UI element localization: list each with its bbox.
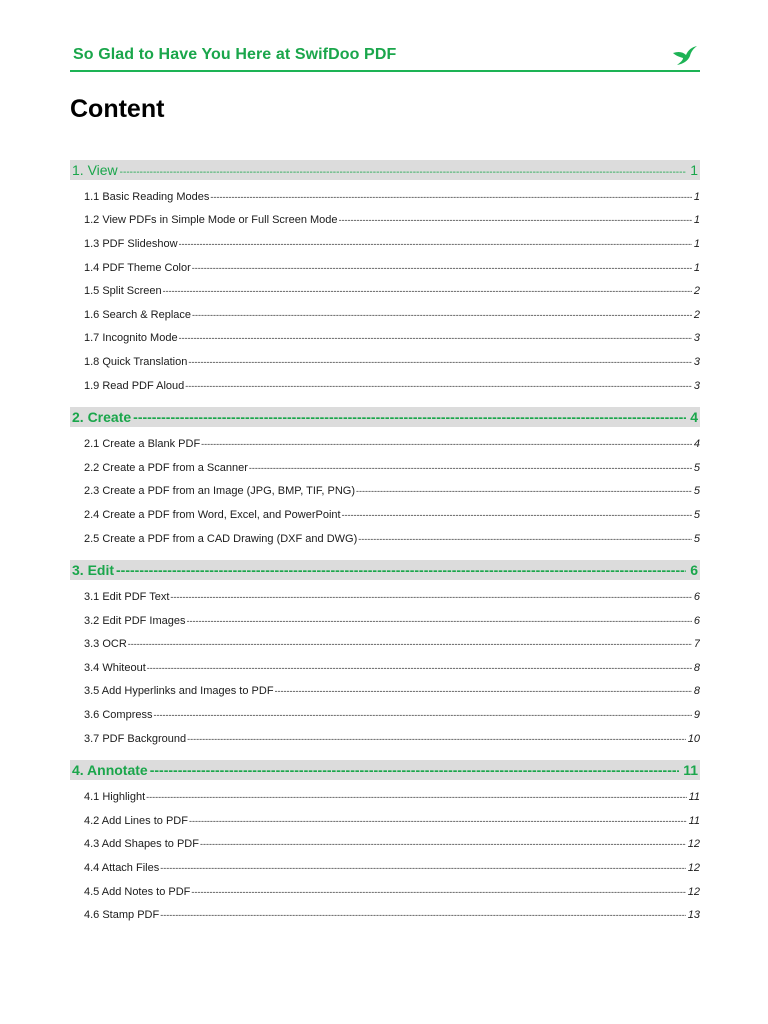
dot-leader xyxy=(358,534,692,544)
toc-item[interactable] xyxy=(70,374,700,398)
toc-item-page: 1 xyxy=(693,214,700,227)
toc-section-page: 4 xyxy=(690,409,698,426)
toc-item-title: 3.1 Edit PDF Text xyxy=(84,591,170,604)
toc-item-page: 7 xyxy=(693,638,700,651)
toc-section-title: 3. Edit xyxy=(72,562,115,579)
header-title: So Glad to Have You Here at SwifDoo PDF xyxy=(73,46,397,63)
toc-item[interactable] xyxy=(70,209,700,233)
toc-item[interactable] xyxy=(70,279,700,303)
toc-item[interactable] xyxy=(70,656,700,680)
dot-leader xyxy=(339,215,692,225)
toc-item-title: 3.3 OCR xyxy=(84,638,127,651)
toc-item-title: 2.4 Create a PDF from Word, Excel, and PowerPoint xyxy=(84,508,341,521)
dot-leader xyxy=(342,510,692,520)
toc-item-title: 3.5 Add Hyperlinks and Images to PDF xyxy=(84,685,274,698)
toc-item-page: 5 xyxy=(693,508,700,521)
toc-item-page: 13 xyxy=(687,909,700,922)
dot-leader xyxy=(170,592,691,602)
toc-item-title: 1.6 Search & Replace xyxy=(84,308,192,321)
dot-leader xyxy=(191,887,685,897)
toc-item-title: 4.4 Attach Files xyxy=(84,862,160,875)
toc-item[interactable] xyxy=(70,256,700,280)
toc-item-page: 6 xyxy=(693,614,700,627)
dot-leader xyxy=(249,463,692,473)
toc-item-page: 3 xyxy=(693,332,700,345)
toc-item-page: 4 xyxy=(693,438,700,451)
toc-item-title: 3.4 Whiteout xyxy=(84,661,146,674)
dot-leader xyxy=(188,357,692,367)
toc-item-page: 12 xyxy=(687,838,700,851)
toc-section-row[interactable] xyxy=(70,560,700,580)
dot-leader xyxy=(147,663,692,673)
dot-leader xyxy=(210,192,692,202)
dot-leader xyxy=(187,734,686,744)
toc-item-title: 3.6 Compress xyxy=(84,709,153,722)
toc-item-title: 2.5 Create a PDF from a CAD Drawing (DXF and DWG) xyxy=(84,532,358,545)
toc-item-title: 1.1 Basic Reading Modes xyxy=(84,190,210,203)
toc-item-title: 1.2 View PDFs in Simple Mode or Full Screen Mode xyxy=(84,214,338,227)
toc-item[interactable] xyxy=(70,833,700,857)
toc-section-page: 6 xyxy=(690,562,698,579)
toc-item[interactable] xyxy=(70,785,700,809)
toc-item-list xyxy=(70,180,700,407)
toc-section-page: 1 xyxy=(690,162,698,178)
dot-leader xyxy=(179,239,692,249)
toc-item-page: 1 xyxy=(693,237,700,250)
toc-item-title: 2.2 Create a PDF from a Scanner xyxy=(84,461,248,474)
toc-item[interactable] xyxy=(70,432,700,456)
toc-item-title: 4.5 Add Notes to PDF xyxy=(84,885,191,898)
toc-item-title: 1.3 PDF Slideshow xyxy=(84,237,178,250)
toc-section-row[interactable] xyxy=(70,160,700,180)
document-header xyxy=(70,40,700,72)
toc-section-title: 1. View xyxy=(72,162,118,178)
toc-item[interactable] xyxy=(70,703,700,727)
dot-leader xyxy=(146,792,686,802)
dot-leader xyxy=(160,863,686,873)
toc-item[interactable] xyxy=(70,350,700,374)
dot-leader xyxy=(189,816,687,826)
toc-item[interactable] xyxy=(70,727,700,751)
toc-item[interactable] xyxy=(70,503,700,527)
dot-leader xyxy=(192,263,692,273)
toc-item[interactable] xyxy=(70,903,700,927)
toc-item-page: 2 xyxy=(693,285,700,298)
toc-item-page: 12 xyxy=(687,885,700,898)
toc-item-title: 3.2 Edit PDF Images xyxy=(84,614,186,627)
toc-item-title: 4.2 Add Lines to PDF xyxy=(84,814,188,827)
toc-item[interactable] xyxy=(70,856,700,880)
toc-item-page: 1 xyxy=(693,190,700,203)
toc-item-title: 2.1 Create a Blank PDF xyxy=(84,438,201,451)
toc-item-title: 1.4 PDF Theme Color xyxy=(84,261,191,274)
dot-leader xyxy=(275,686,692,696)
toc-section-title: 4. Annotate xyxy=(72,762,148,779)
dot-leader xyxy=(201,439,692,449)
toc-item[interactable] xyxy=(70,456,700,480)
toc-item-page: 1 xyxy=(693,261,700,274)
toc-item-page: 12 xyxy=(687,862,700,875)
toc-item[interactable] xyxy=(70,633,700,657)
toc-item-page: 5 xyxy=(693,485,700,498)
dot-leader xyxy=(179,333,692,343)
toc-item-page: 6 xyxy=(693,591,700,604)
toc-item-title: 1.5 Split Screen xyxy=(84,285,162,298)
toc-item-page: 2 xyxy=(693,308,700,321)
toc-item-title: 3.7 PDF Background xyxy=(84,732,187,745)
toc-item-page: 11 xyxy=(688,814,700,827)
toc-item-page: 5 xyxy=(693,461,700,474)
swift-bird-logo-icon xyxy=(672,44,698,66)
toc-item-list xyxy=(70,780,700,937)
toc-item[interactable] xyxy=(70,232,700,256)
toc-item-title: 2.3 Create a PDF from an Image (JPG, BMP, TIF, PNG) xyxy=(84,485,356,498)
table-of-contents xyxy=(70,160,700,937)
toc-item[interactable] xyxy=(70,303,700,327)
toc-item[interactable] xyxy=(70,527,700,551)
toc-item-page: 8 xyxy=(693,685,700,698)
dot-leader xyxy=(120,162,687,178)
toc-item-title: 1.9 Read PDF Aloud xyxy=(84,379,185,392)
toc-item[interactable] xyxy=(70,585,700,609)
dot-leader xyxy=(200,839,686,849)
dot-leader xyxy=(133,409,686,425)
toc-item-page: 8 xyxy=(693,661,700,674)
toc-item-page: 9 xyxy=(693,709,700,722)
toc-item[interactable] xyxy=(70,327,700,351)
dot-leader xyxy=(192,310,692,320)
toc-item-list xyxy=(70,427,700,560)
toc-item[interactable] xyxy=(70,880,700,904)
toc-section-row[interactable] xyxy=(70,407,700,427)
toc-item-page: 5 xyxy=(693,532,700,545)
toc-item[interactable] xyxy=(70,809,700,833)
dot-leader xyxy=(163,286,692,296)
toc-item-page: 3 xyxy=(693,379,700,392)
dot-leader xyxy=(153,710,691,720)
toc-item-title: 1.8 Quick Translation xyxy=(84,355,188,368)
toc-item-title: 4.1 Highlight xyxy=(84,791,146,804)
page-heading: Content xyxy=(70,95,165,123)
dot-leader xyxy=(160,910,686,920)
toc-section-page: 11 xyxy=(683,762,698,779)
toc-item-title: 4.6 Stamp PDF xyxy=(84,909,160,922)
dot-leader xyxy=(116,562,686,578)
toc-section-row[interactable] xyxy=(70,760,700,780)
toc-item-page: 11 xyxy=(688,791,700,804)
toc-item[interactable] xyxy=(70,480,700,504)
dot-leader xyxy=(150,762,679,778)
toc-item-page: 3 xyxy=(693,355,700,368)
dot-leader xyxy=(128,639,692,649)
toc-item-title: 1.7 Incognito Mode xyxy=(84,332,178,345)
dot-leader xyxy=(185,381,692,391)
toc-item[interactable] xyxy=(70,680,700,704)
toc-item-list xyxy=(70,580,700,760)
toc-item-page: 10 xyxy=(687,732,700,745)
toc-item[interactable] xyxy=(70,609,700,633)
toc-item-title: 4.3 Add Shapes to PDF xyxy=(84,838,199,851)
toc-section-title: 2. Create xyxy=(72,409,132,426)
dot-leader xyxy=(187,616,692,626)
toc-item[interactable] xyxy=(70,185,700,209)
dot-leader xyxy=(356,486,692,496)
